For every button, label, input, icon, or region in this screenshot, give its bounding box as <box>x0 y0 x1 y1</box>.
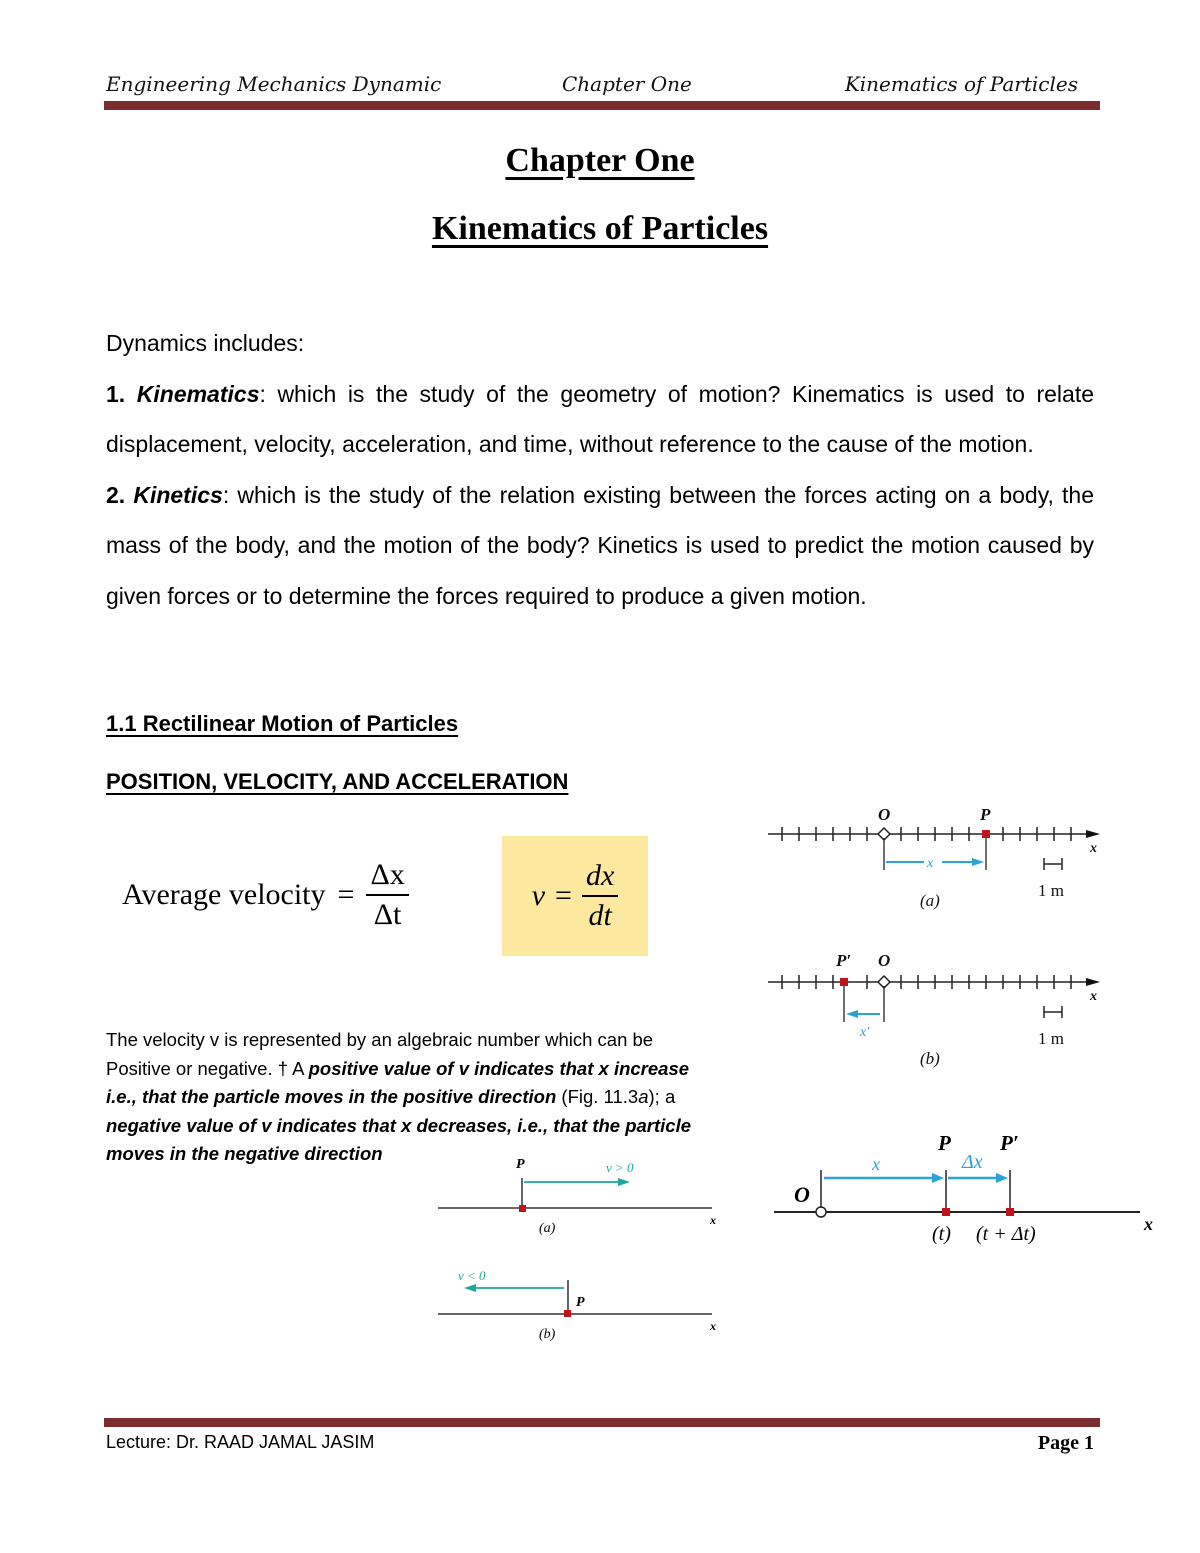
disp-label-t-dt: (t + Δt) <box>976 1223 1036 1245</box>
velocity-sign-figure <box>436 1152 736 1352</box>
subject-title: Kinematics of Particles <box>431 210 769 247</box>
item-kinematics: 1. Kinematics: which is the study of the geometry of motion? Kinematics is used to relate displacement, velocity, acceleration, and time, without reference to the cause of the motion. <box>106 380 1094 457</box>
vel-caption-b: (b) <box>539 1327 556 1342</box>
velocity-description: The velocity v is represented by an algebraic number which can be Positive or negative. † A positive value of v indicates that x increase i.e., that the particle moves in the positive direction (Fig. 11.3a); a negative value of v indicates that x decreases, i.e., that the particle moves in the negative direction <box>106 1029 692 1164</box>
caption-b: (b) <box>920 1049 940 1068</box>
vel-label-p-a: P <box>516 1157 525 1172</box>
label-x-a: x <box>927 856 934 871</box>
label-o-b: O <box>878 951 891 970</box>
axis-arrow-b <box>1086 978 1100 986</box>
header-rule <box>104 101 1100 110</box>
label-x-axis-a: x <box>1090 841 1097 856</box>
disp-label-o: O <box>794 1182 810 1207</box>
header-right: Kinematics of Particles <box>844 72 1078 96</box>
vel-point-p-marker-b <box>564 1310 571 1317</box>
header-left: Engineering Mechanics Dynamic <box>106 72 442 96</box>
vel-label-positive: v > 0 <box>606 1160 634 1175</box>
scale-label-b: 1 m <box>1038 1029 1064 1048</box>
point-p-marker-a <box>982 830 990 838</box>
disp-point-p-prime-marker <box>1006 1208 1014 1216</box>
section-heading: 1.1 Rectilinear Motion of Particles <box>106 711 459 736</box>
label-p-a: P <box>980 805 991 824</box>
intro-paragraph <box>106 318 1094 621</box>
disp-label-p-prime: P′ <box>1000 1131 1019 1155</box>
average-velocity-formula: Average velocity = $\frac{\Delta x}{\Delta t}$ <box>122 858 409 932</box>
footer-lecturer: Lecture: Dr. RAAD JAMAL JASIM <box>106 1432 375 1452</box>
disp-label-axis: x <box>1144 1214 1153 1234</box>
point-p-prime-marker-b <box>840 978 848 986</box>
disp-label-dx: Δx <box>962 1151 983 1173</box>
label-o-a: O <box>878 805 891 824</box>
vel-point-p-marker-a <box>519 1205 526 1212</box>
axis-arrow-a <box>1086 830 1100 838</box>
disp-origin-marker <box>816 1207 826 1217</box>
dynamics-includes: Dynamics includes: <box>106 330 305 356</box>
footer-page: Page 1 <box>1037 1432 1094 1454</box>
label-x-prime-b: x′ <box>860 1025 870 1040</box>
vel-label-x-b: x <box>710 1319 716 1333</box>
disp-label-p: P <box>938 1131 951 1155</box>
position-scale-figure <box>760 798 1100 1073</box>
label-x-axis-b: x <box>1090 989 1097 1004</box>
vel-label-negative: v < 0 <box>458 1268 486 1283</box>
chapter-title: Chapter One <box>505 142 695 179</box>
section-subheading: POSITION, VELOCITY, AND ACCELERATION <box>106 769 569 794</box>
instant-velocity-formula: v = $\frac{dx}{dt}$ <box>502 836 648 956</box>
caption-a: (a) <box>920 891 940 910</box>
header-center: Chapter One <box>562 72 692 96</box>
item-kinetics: 2. Kinetics: which is the study of the relation existing between the forces acting on a body, the mass of the body, and the motion of the body? Kinetics is used to predict the motion caused by given forces or to determine the forces required to produce a given motion. <box>106 481 1095 609</box>
scale-label-a: 1 m <box>1038 881 1064 900</box>
vel-label-p-b: P <box>576 1295 585 1310</box>
disp-label-x: x <box>872 1154 880 1174</box>
vel-caption-a: (a) <box>539 1221 556 1236</box>
vel-label-x-a: x <box>710 1213 716 1227</box>
displacement-figure <box>770 1126 1170 1256</box>
label-p-prime-b: P′ <box>836 951 852 970</box>
disp-point-p-marker <box>942 1208 950 1216</box>
footer-rule <box>104 1418 1100 1427</box>
disp-label-t: (t) <box>932 1223 951 1245</box>
